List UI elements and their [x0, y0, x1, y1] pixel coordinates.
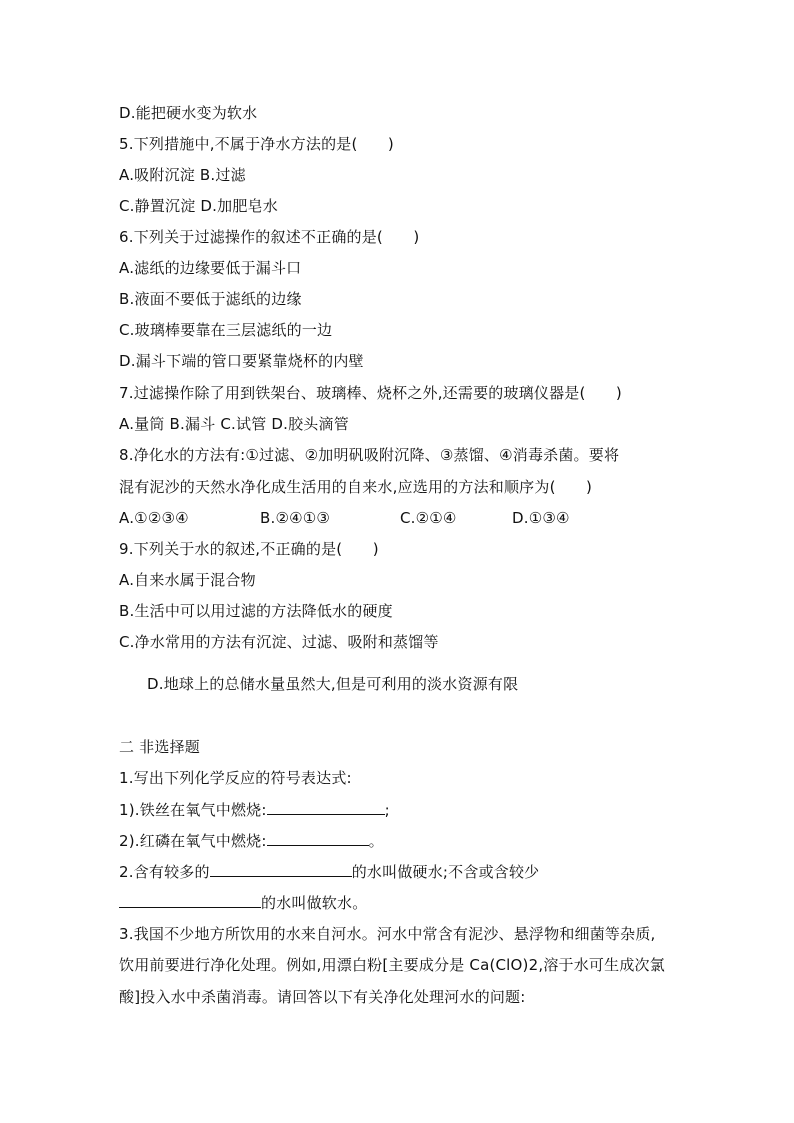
q6-option-a: A.滤纸的边缘要低于漏斗口 [119, 259, 302, 277]
q9-option-a: A.自来水属于混合物 [119, 571, 256, 589]
q7-stem: 7.过滤操作除了用到铁架台、玻璃棒、烧杯之外,还需要的玻璃仪器是( ) [119, 384, 622, 402]
q9-option-b: B.生活中可以用过滤的方法降低水的硬度 [119, 602, 393, 620]
q8-option-b: B.②④①③ [260, 509, 331, 527]
fill-q1-1-prefix: 1).铁丝在氧气中燃烧: [119, 801, 267, 819]
fill-q1-2-suffix: 。 [368, 832, 384, 850]
q8-stem-line2: 混有泥沙的天然水净化成生活用的自来水,应选用的方法和顺序为( ) [119, 478, 593, 496]
answer-blank[interactable] [267, 830, 369, 846]
q8-option-c: C.②①④ [400, 509, 457, 527]
q6-option-b: B.液面不要低于滤纸的边缘 [119, 290, 302, 308]
fill-q2-line1 [119, 861, 539, 882]
q5-options-cd: C.静置沉淀 D.加肥皂水 [119, 197, 278, 215]
q8-option-d: D.①③④ [512, 509, 570, 527]
q6-option-c: C.玻璃棒要靠在三层滤纸的一边 [119, 321, 333, 339]
q8-stem-line1: 8.净化水的方法有:①过滤、②加明矾吸附沉降、③蒸馏、④消毒杀菌。要将 [119, 446, 620, 464]
q9-option-c: C.净水常用的方法有沉淀、过滤、吸附和蒸馏等 [119, 633, 439, 651]
q4-option-d: D.能把硬水变为软水 [119, 104, 258, 122]
q9-option-d: D.地球上的总储水量虽然大,但是可利用的淡水资源有限 [147, 675, 519, 693]
q9-stem: 9.下列关于水的叙述,不正确的是( ) [119, 540, 379, 558]
q6-stem: 6.下列关于过滤操作的叙述不正确的是( ) [119, 228, 420, 246]
fill-q1-stem: 1.写出下列化学反应的符号表达式: [119, 769, 352, 787]
q5-stem: 5.下列措施中,不属于净水方法的是( ) [119, 135, 394, 153]
q8-options [119, 508, 570, 528]
fill-q3-line1: 3.我国不少地方所饮用的水来自河水。河水中常含有泥沙、悬浮物和细菌等杂质, [119, 925, 656, 943]
q8-option-a: A.①②③④ [119, 509, 189, 527]
section-heading: 二 非选择题 [119, 738, 200, 756]
fill-q3-line3: 酸]投入水中杀菌消毒。请回答以下有关净化处理河水的问题: [119, 988, 526, 1006]
fill-q1-1-suffix: ; [384, 801, 390, 819]
fill-q1-1 [119, 799, 390, 820]
answer-blank[interactable] [267, 799, 385, 815]
answer-blank[interactable] [210, 861, 352, 877]
fill-q2-mid: 的水叫做硬水;不含或含较少 [351, 863, 540, 881]
q7-options: A.量筒 B.漏斗 C.试管 D.胶头滴管 [119, 415, 349, 433]
q5-options-ab: A.吸附沉淀 B.过滤 [119, 166, 246, 184]
fill-q3-line2: 饮用前要进行净化处理。例如,用漂白粉[主要成分是 Ca(ClO)2,溶于水可生成次氯 [119, 956, 665, 974]
q6-option-d: D.漏斗下端的管口要紧靠烧杯的内壁 [119, 352, 364, 370]
fill-q2-line2 [119, 892, 367, 913]
fill-q2-end: 的水叫做软水。 [261, 894, 368, 912]
fill-q2-prefix: 2.含有较多的 [119, 863, 210, 881]
fill-q1-2 [119, 830, 384, 851]
fill-q1-2-prefix: 2).红磷在氧气中燃烧: [119, 832, 267, 850]
answer-blank[interactable] [119, 892, 261, 908]
